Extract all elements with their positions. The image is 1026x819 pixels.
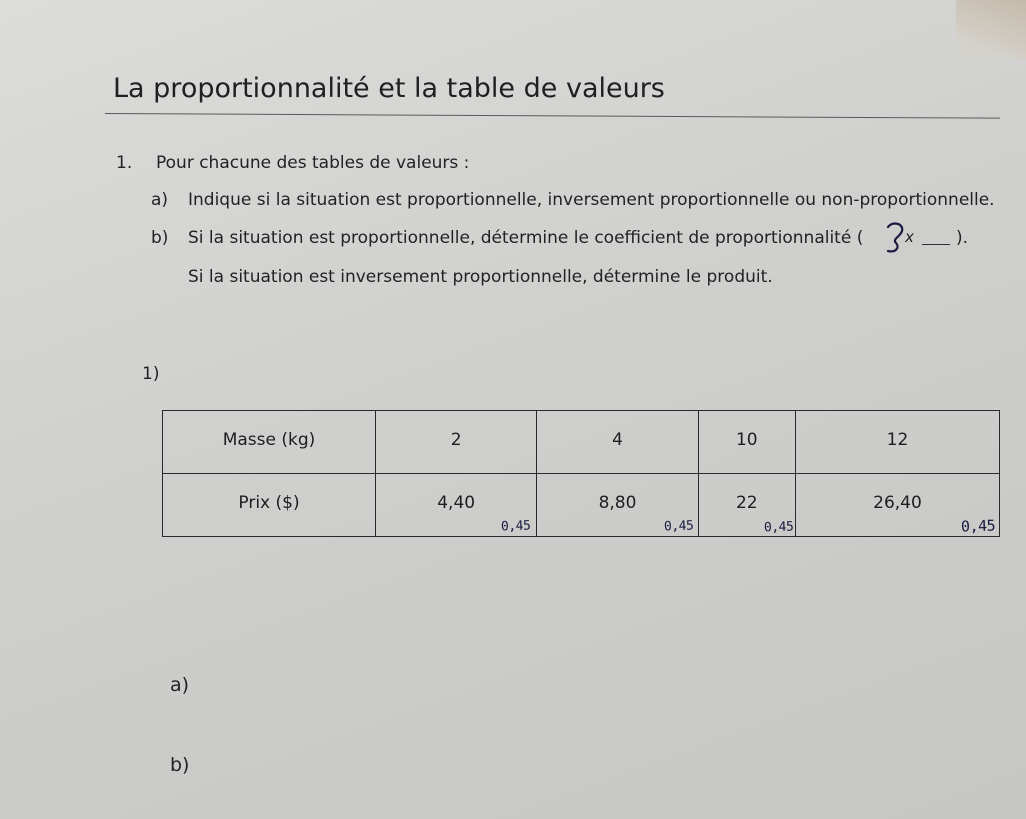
question-number: 1. — [116, 153, 133, 173]
handwritten-ratio: 0,45 — [664, 518, 694, 535]
answer-blank — [922, 244, 950, 245]
answer-a-label: a) — [170, 674, 190, 696]
handwritten-ratio: 0,45 — [500, 518, 531, 535]
values-table — [162, 410, 1000, 537]
part-a-text: Indique si la situation est proportionnelle, inversement proportionnelle ou non-proportionnelle. — [188, 190, 995, 210]
table-cell: 26,40 0,45 — [795, 474, 999, 537]
part-a-marker: a) — [151, 190, 169, 210]
exercise-label: 1) — [142, 364, 160, 384]
part-b-marker: b) — [151, 228, 169, 248]
table-cell: 8,80 0,45 — [537, 474, 698, 537]
page-title: La proportionnalité et la table de valeurs — [113, 73, 665, 104]
table-cell: 12 — [795, 411, 999, 474]
part-b-text: Si la situation est proportionnelle, détermine le coefficient de proportionnalité ( — [188, 228, 864, 248]
table-cell: 2 — [376, 411, 537, 474]
question-text: Pour chacune des tables de valeurs : — [156, 153, 470, 173]
handwritten-ratio: 0,45 — [763, 519, 794, 536]
row-header-mass: Masse (kg) — [163, 411, 376, 474]
table-cell: 10 — [698, 411, 795, 474]
multiplication-sign: x — [905, 228, 914, 246]
answer-b-label: b) — [170, 754, 190, 776]
table-row — [163, 411, 1000, 474]
table-cell: 4 — [537, 411, 698, 474]
table-row — [163, 474, 1000, 537]
title-underline — [105, 113, 1000, 119]
table-cell: 4,40 0,45 — [376, 474, 537, 537]
row-header-price: Prix ($) — [163, 474, 376, 537]
table-cell: 22 0,45 — [698, 474, 795, 537]
part-b-text-2: Si la situation est inversement proportionnelle, détermine le produit. — [188, 267, 773, 287]
handwritten-ratio: 0,45 — [960, 516, 996, 536]
part-b-close: ). — [956, 228, 969, 248]
background-corner — [956, 0, 1026, 60]
